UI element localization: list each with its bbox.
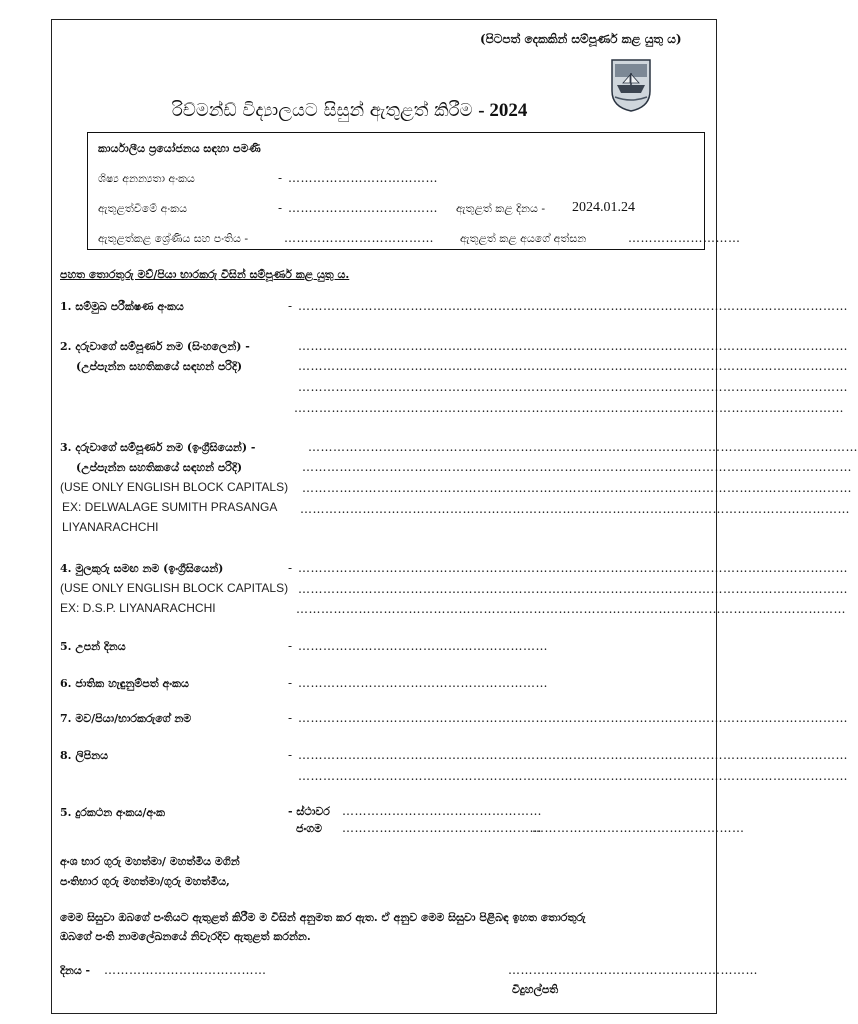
student-id-label: ශිෂ්‍ය අනන්‍යතා අංකය (98, 172, 195, 185)
nic-no-dash: - (288, 676, 293, 690)
application-form-page (51, 19, 858, 1014)
principal-label: විදුහල්පති (512, 983, 559, 996)
signature-field[interactable]: ……………………… (628, 231, 741, 245)
name-english-note: (උප්පැන්න සහතිකයේ සඳහන් පරිදි) (76, 461, 243, 474)
name-english-example-2: LIYANARACHCHI (62, 520, 159, 534)
name-english-example-1: EX: DELWALAGE SUMITH PRASANGA (62, 500, 278, 514)
initials-name-field-1[interactable]: …………………………………………………………………………………………………………………… (298, 561, 848, 575)
grade-class-label: ඇතුළත්කළ ශ්‍රේණිය සහ පංතිය - (98, 232, 249, 245)
admission-date-value: 2024.01.24 (572, 200, 635, 215)
name-english-field-1[interactable]: …………………………………………………………………………………………………………………… (308, 440, 858, 454)
date-label: දිනය - (60, 964, 91, 977)
name-english-label: 3. දරුවාගේ සම්පූර්ණ නම (ඉංග්‍රීසියෙන්) - (60, 441, 256, 454)
address-field-1[interactable]: …………………………………………………………………………………………………………………… (298, 748, 848, 762)
admission-date-label: ඇතුළත් කළ දිනය - (456, 202, 546, 215)
office-use-box (87, 132, 741, 250)
mobile-field-2[interactable]: …………………………………………… (532, 821, 745, 835)
signature-label: ඇතුළත් කළ අයගේ අත්සන (460, 232, 587, 245)
birth-date-field[interactable]: …………………………………………………… (298, 639, 548, 653)
initials-name-dash: - (288, 561, 293, 575)
birth-date-label: 5. උපන් දිනය (60, 640, 126, 653)
landline-label: - ස්ථාවර (288, 805, 330, 818)
interview-no-dash: - (288, 299, 293, 313)
approval-text-2: ඔබගේ පංති නාමලේඛනයේ නිවැරදිව ඇතුළත් කරන්න. (60, 930, 311, 943)
office-use-heading: කාර්යාලීය ප්‍රයෝජනය සඳහා පමණි (98, 142, 261, 155)
initials-name-example: EX: D.S.P. LIYANARACHCHI (60, 601, 216, 615)
approval-text-1: මෙම සිසුවා ඔබගේ පංතියට ඇතුළත් කිරීම ම විසින් අනුමත කර ඇත. ඒ අනුව මෙම සිසුවා පිළිබඳ ඉහත තොරතුරු (60, 911, 586, 924)
phone-label: 5. දුරකථන අංකය/අංක (60, 806, 165, 819)
school-crest-logo (609, 57, 653, 113)
guardian-name-label: 7. මව/පියා/භාරකරුගේ නම (60, 712, 192, 725)
principal-signature-field[interactable]: …………………………………………………… (508, 963, 758, 977)
admission-no-field[interactable]: ……………………………… (288, 201, 438, 215)
form-title (172, 100, 527, 122)
parent-instruction: පහත තොරතුරු මව්/පියා භාරකරු විසින් සම්පූර්ණ කළ යුතු ය. (60, 268, 350, 281)
interview-no-field[interactable]: …………………………………………………………………………………………………………………… (298, 299, 848, 313)
copies-note: (පිටපත් දෙකකින් සම්පූර්ණ කළ යුතු ය) (480, 32, 682, 46)
name-sinhala-label: 2. දරුවාගේ සම්පූර්ණ නම (සිංහලෙන්) - (60, 340, 250, 353)
date-field[interactable]: ………………………………… (104, 963, 267, 977)
nic-no-field[interactable]: …………………………………………………… (298, 676, 548, 690)
interview-no-label: 1. සම්මුඛ පරීක්ෂණ අංකය (60, 300, 184, 313)
address-dash: - (288, 748, 293, 762)
student-id-field[interactable]: ……………………………… (288, 171, 438, 185)
recipient-line-1: අංශ භාර ගුරු මහත්මා/ මහත්මිය මගින් (60, 855, 240, 868)
admission-no-label: ඇතුළත්වීමේ අංකය (98, 202, 188, 215)
name-english-field-2[interactable]: …………………………………………………………………………………………………………………… (302, 460, 852, 474)
name-sinhala-field-2[interactable]: …………………………………………………………………………………………………………………… (298, 359, 848, 373)
recipient-line-2: පංතිභාර ගුරු මහත්මා/ගුරු මහත්මිය, (60, 875, 230, 888)
initials-name-label: 4. මුලකුරු සමඟ නම (ඉංග්‍රීසියෙන්) (60, 562, 224, 575)
mobile-label: ජංගම (296, 822, 323, 835)
nic-no-label: 6. ජාතික හැඳුනුම්පත් අංකය (60, 677, 189, 690)
grade-class-field[interactable]: ……………………………… (284, 231, 434, 245)
admission-no-dash: - (278, 201, 283, 215)
name-english-caps-note: (USE ONLY ENGLISH BLOCK CAPITALS) (60, 480, 289, 494)
title-year: - 2024 (478, 100, 528, 121)
mobile-field-1[interactable]: ………………………………………… (342, 821, 542, 835)
initials-name-field-2[interactable]: …………………………………………………………………………………………………………………… (298, 582, 848, 596)
landline-field[interactable]: ………………………………………… (342, 804, 542, 818)
guardian-name-dash: - (288, 711, 293, 725)
name-english-field-4[interactable]: …………………………………………………………………………………………………………………… (300, 502, 850, 516)
name-english-field-3[interactable]: …………………………………………………………………………………………………………………… (302, 481, 852, 495)
name-sinhala-field-3[interactable]: …………………………………………………………………………………………………………………… (298, 380, 848, 394)
name-sinhala-field-4[interactable]: …………………………………………………………………………………………………………………… (294, 401, 844, 415)
address-field-2[interactable]: …………………………………………………………………………………………………………………… (298, 769, 848, 783)
birth-date-dash: - (288, 639, 293, 653)
address-label: 8. ලිපිනය (60, 749, 108, 762)
name-sinhala-field-1[interactable]: …………………………………………………………………………………………………………………… (298, 339, 848, 353)
title-text: රිච්මන්ඩ් විද්‍යාලයට සිසුන් ඇතුළත් කිරීම (172, 100, 473, 121)
student-id-dash: - (278, 171, 283, 185)
initials-name-caps-note: (USE ONLY ENGLISH BLOCK CAPITALS) (60, 581, 289, 595)
guardian-name-field[interactable]: …………………………………………………………………………………………………………………… (298, 711, 848, 725)
initials-name-field-3[interactable]: …………………………………………………………………………………………………………………… (296, 602, 846, 616)
name-sinhala-note: (උප්පැන්න සහතිකයේ සඳහන් පරිදි) (76, 360, 243, 373)
